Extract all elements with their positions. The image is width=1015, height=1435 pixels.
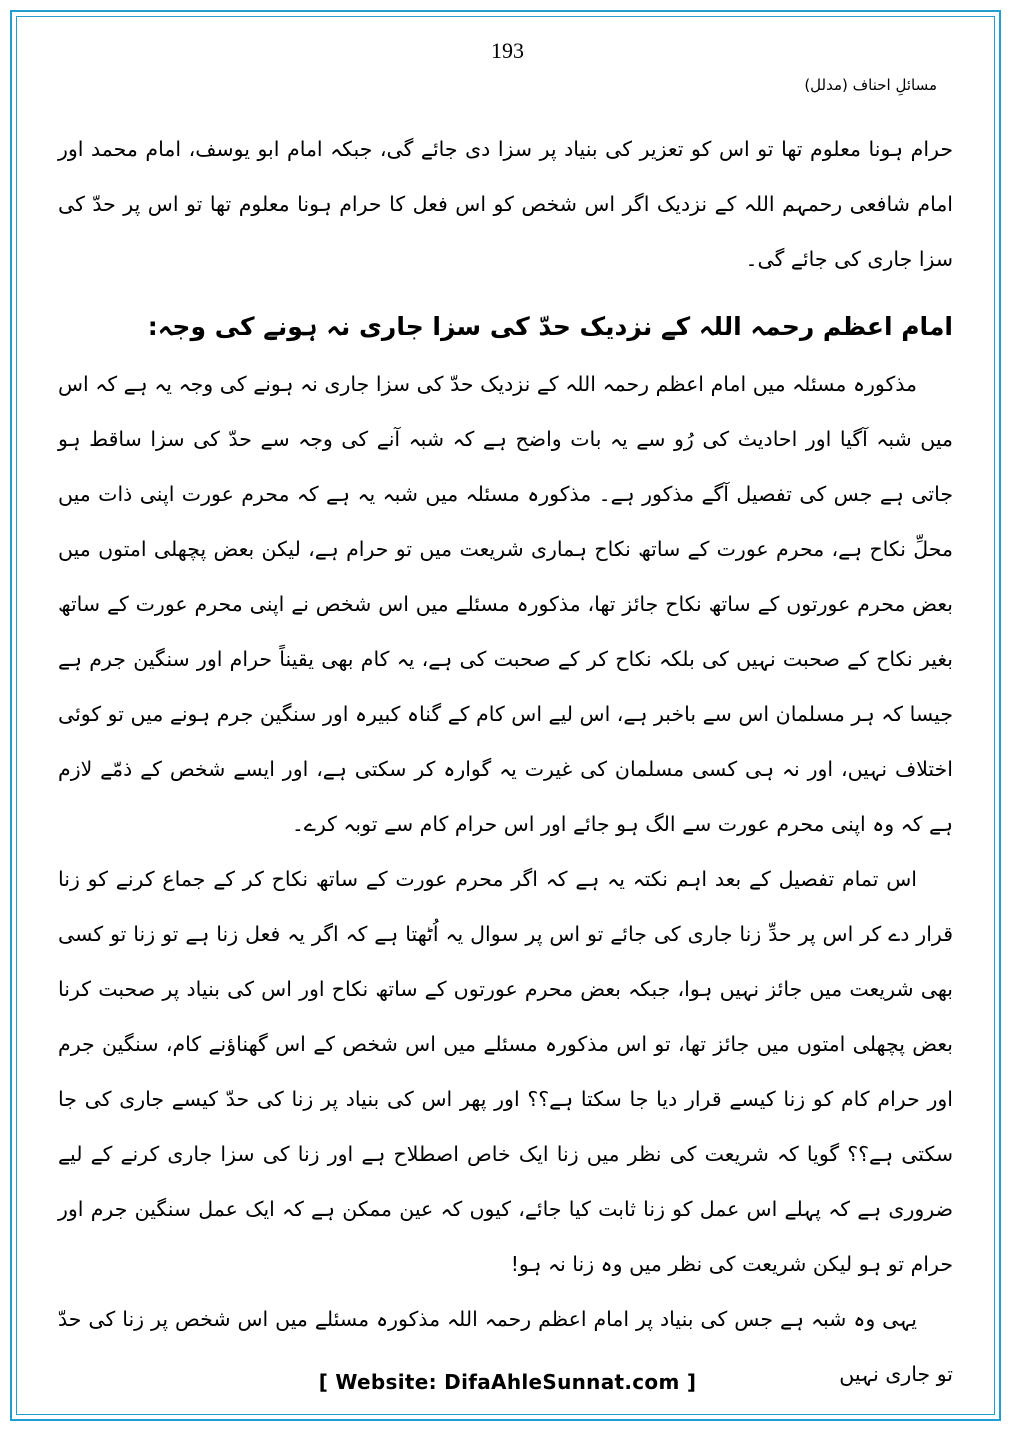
website-footer: [ Website: DifaAhleSunnat.com ] (318, 1370, 697, 1394)
body-paragraph-1: مذکورہ مسئلہ میں امام اعظم رحمہ اللہ کے نزدیک حدّ کی سزا جاری نہ ہونے کی وجہ یہ ہے کہ اس میں شبہ آگیا اور احادیث کی رُو سے یہ بات واضح ہے کہ شبہ آنے کی وجہ سے حدّ کی سزا ساقط ہو جاتی ہے جس کی تفصیل آگے مذکور ہے۔ مذکورہ مسئلہ میں شبہ یہ ہے کہ محرم عورت اپنی ذات میں محلِّ نکاح ہے، محرم عورت کے ساتھ نکاح ہماری شریعت میں تو حرام ہے، لیکن بعض پچھلی امتوں میں بعض محرم عورتوں کے ساتھ نکاح جائز تھا، مذکورہ مسئلے میں اس شخص نے اپنی محرم عورت کے ساتھ بغیر نکاح کے صحبت نہیں کی بلکہ نکاح کر کے صحبت کی ہے، یہ کام بھی یقیناً حرام اور سنگین جرم ہے جیسا کہ ہر مسلمان اس سے باخبر ہے، اس لیے اس کام کے گناہ کبیرہ اور سنگین جرم ہونے میں تو کوئی اختلاف نہیں، اور نہ ہی کسی مسلمان کی غیرت یہ گوارہ کر سکتی ہے، اور ایسے شخص کے ذمّے لازم ہے کہ وہ اپنی محرم عورت سے الگ ہو جائے اور اس حرام کام سے توبہ کرے۔ (58, 372, 953, 836)
running-header: مسائلِ احناف (مدلل) (804, 76, 937, 94)
body-paragraph-2: اس تمام تفصیل کے بعد اہم نکتہ یہ ہے کہ اگر محرم عورت کے ساتھ نکاح کر کے جماع کرنے کو زنا قرار دے کر اس پر حدِّ زنا جاری کی جائے تو اس پر سوال یہ اُٹھتا ہے کہ اگر یہ فعل زنا ہے تو زنا تو کسی بھی شریعت میں جائز نہیں ہوا، جبکہ بعض محرم عورتوں کے ساتھ نکاح اور اس کی بنیاد پر صحبت کرنا بعض پچھلی امتوں میں جائز تھا، تو اس مذکورہ مسئلے میں اس شخص کے اس گھناؤنے کام، سنگین جرم اور حرام کام کو زنا کیسے قرار دیا جا سکتا ہے؟؟ اور پھر اس کی بنیاد پر زنا کی حدّ کیسے جاری کی جا سکتی ہے؟؟ گویا کہ شریعت کی نظر میں زنا ایک خاص اصطلاح ہے اور زنا کی سزا جاری کرنے کے لیے ضروری ہے کہ پہلے اس عمل کو زنا ثابت کیا جائے، کیوں کہ عین ممکن ہے کہ ایک عمل سنگین جرم اور حرام تو ہو لیکن شریعت کی نظر میں وہ زنا نہ ہو! (58, 867, 953, 1276)
page-body (58, 122, 953, 1402)
intro-paragraph: حرام ہونا معلوم تھا تو اس کو تعزیر کی بنیاد پر سزا دی جائے گی، جبکہ امام ابو یوسف، امام محمد اور امام شافعی رحمہم اللہ کے نزدیک اگر اس شخص کو اس فعل کا حرام ہونا معلوم تھا تو اس پر حدّ کی سزا جاری کی جائے گی۔ (58, 137, 953, 271)
section-heading: امام اعظم رحمہ اللہ کے نزدیک حدّ کی سزا جاری نہ ہونے کی وجہ: (147, 312, 953, 341)
body-paragraph-3: یہی وہ شبہ ہے جس کی بنیاد پر امام اعظم رحمہ اللہ مذکورہ مسئلے میں اس شخص پر زنا کی حدّ تو جاری نہیں (58, 1307, 953, 1386)
page-number: 193 (491, 38, 524, 63)
